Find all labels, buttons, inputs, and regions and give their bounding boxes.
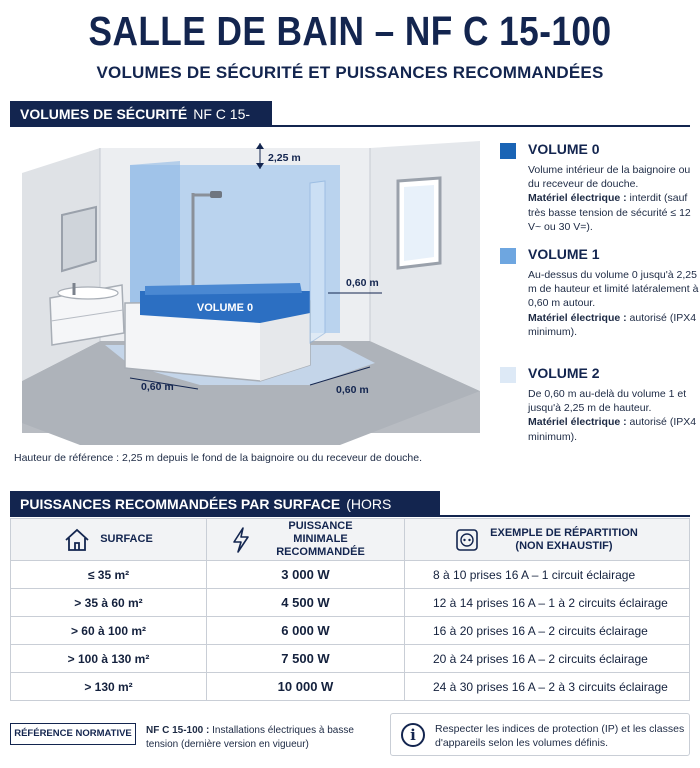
power-cell: 4 500 W	[207, 589, 405, 617]
side-dimension-label: 0,60 m	[346, 277, 379, 289]
normative-reference-text: NF C 15-100 : Installations électriques à basse tension (dernière version en vigueur)	[146, 725, 354, 750]
table-header-row	[11, 519, 690, 561]
volume-1-swatch	[500, 248, 516, 264]
surface-cell: > 60 à 100 m²	[11, 617, 207, 645]
table-row	[11, 561, 690, 589]
example-cell: 16 à 20 prises 16 A – 2 circuits éclairage	[405, 617, 690, 645]
legend-title: VOLUME 2	[528, 365, 600, 381]
example-cell: 24 à 30 prises 16 A – 2 à 3 circuits éclairage	[405, 673, 690, 701]
legend-title: VOLUME 1	[528, 246, 600, 262]
lightning-icon	[231, 527, 251, 553]
bathroom-volumes-diagram	[10, 133, 490, 445]
power-cell: 3 000 W	[207, 561, 405, 589]
header-example: EXEMPLE DE RÉPARTITION (NON EXHAUSTIF)	[405, 519, 690, 561]
table-row	[11, 673, 690, 701]
table-row	[11, 617, 690, 645]
volume-2-swatch	[500, 367, 516, 383]
volumes-section-title	[10, 101, 272, 148]
legend-volume-2	[500, 365, 697, 445]
power-title-suffix: (HORS	[346, 496, 392, 512]
example-cell: 12 à 14 prises 16 A – 1 à 2 circuits éclairage	[405, 589, 690, 617]
table-row	[11, 589, 690, 617]
section-divider	[10, 125, 690, 127]
surface-cell: > 35 à 60 m²	[11, 589, 207, 617]
legend-volume-1	[500, 246, 699, 356]
example-cell: 20 à 24 prises 16 A – 2 circuits éclairage	[405, 645, 690, 673]
info-note	[390, 713, 690, 756]
power-title-text: PUISSANCES RECOMMANDÉES PAR SURFACE	[20, 496, 341, 512]
header-surface: SURFACE	[11, 519, 207, 561]
power-cell: 7 500 W	[207, 645, 405, 673]
legend-text: Volume intérieur de la baignoire ou du receveur de douche. Matériel électrique : interdit (sauf très basse tension de sécurité ≤ 12 V~ ou 30 V=).	[528, 164, 691, 233]
normative-reference-badge: RÉFÉRENCE NORMATIVE	[10, 723, 136, 745]
header-power: PUISSANCE MINIMALE RECOMMANDÉE	[207, 519, 405, 561]
volumes-title-text: VOLUMES DE SÉCURITÉ	[20, 106, 188, 122]
example-cell: 8 à 10 prises 16 A – 1 circuit éclairage	[405, 561, 690, 589]
legend-volume-0	[500, 141, 690, 241]
power-cell: 10 000 W	[207, 673, 405, 701]
info-text: Respecter les indices de protection (IP) et les classes d'appareils selon les volumes définis.	[435, 723, 685, 749]
front-left-dimension-label: 0,60 m	[141, 381, 174, 393]
volumes-title-suffix: NF C 15-100	[20, 106, 251, 148]
legend-text: Au-dessus du volume 0 jusqu'à 2,25 m de hauteur et limité latéralement à 0,60 m autour. Matériel électrique : autorisé (IPX4 minimum).	[528, 269, 699, 338]
outlet-icon	[455, 528, 479, 552]
page-subtitle: VOLUMES DE SÉCURITÉ ET PUISSANCES RECOMMANDÉES	[96, 63, 604, 82]
front-right-dimension-label: 0,60 m	[336, 384, 369, 396]
table-row	[11, 645, 690, 673]
surface-cell: > 130 m²	[11, 673, 207, 701]
legend-text: De 0,60 m au-delà du volume 1 et jusqu'à 2,25 m de hauteur. Matériel électrique : autorisé (IPX4 minimum).	[528, 388, 697, 443]
reference-height-note: Hauteur de référence : 2,25 m depuis le fond de la baignoire ou du receveur de douche.	[14, 452, 423, 464]
volume-0-swatch	[500, 143, 516, 159]
surface-cell: ≤ 35 m²	[11, 561, 207, 589]
power-table	[10, 518, 690, 701]
power-cell: 6 000 W	[207, 617, 405, 645]
section-divider	[10, 515, 690, 517]
height-dimension-label: 2,25 m	[268, 152, 301, 164]
house-icon	[64, 528, 90, 552]
legend-title: VOLUME 0	[528, 141, 600, 157]
mirror	[62, 207, 96, 271]
surface-cell: > 100 à 130 m²	[11, 645, 207, 673]
info-icon: i	[401, 723, 425, 747]
page-title: SALLE DE BAIN – NF C 15-100	[88, 8, 612, 54]
power-section-title	[10, 491, 440, 517]
volume-0-label: VOLUME 0	[196, 302, 254, 314]
